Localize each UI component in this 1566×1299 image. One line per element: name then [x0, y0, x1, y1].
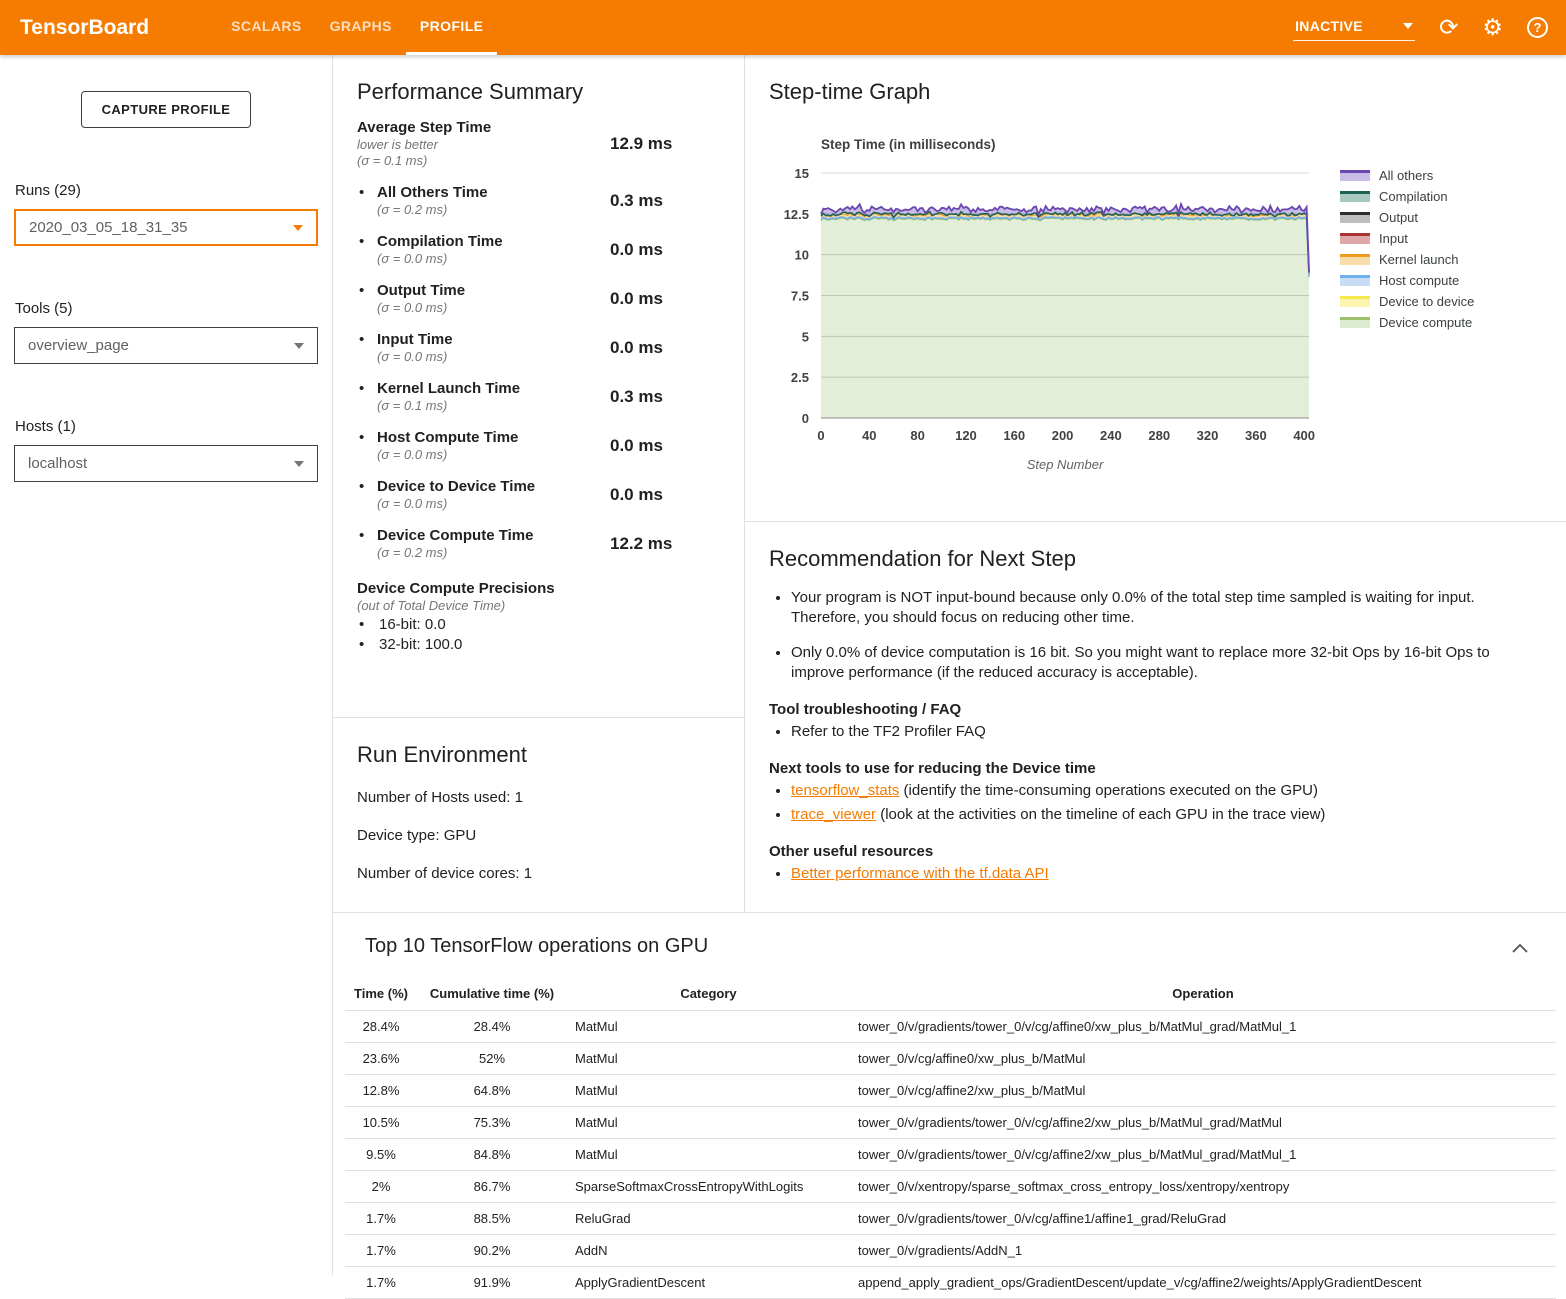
precision-value: 32-bit: 100.0	[379, 636, 463, 653]
bullet-icon: •	[359, 282, 365, 299]
svg-text:120: 120	[955, 428, 977, 443]
cell-cumulative: 90.2%	[417, 1235, 567, 1267]
perf-summary-row	[357, 184, 720, 217]
chevron-down-icon	[294, 343, 304, 349]
precision-line	[357, 616, 720, 633]
perf-item-sigma: (σ = 0.0 ms)	[377, 496, 448, 511]
recommendation-panel	[745, 522, 1566, 912]
table-row	[345, 1235, 1556, 1267]
faq-item: • Refer to the TF2 Profiler FAQ	[791, 722, 1542, 742]
tools-label: Tools (5)	[15, 300, 73, 317]
svg-text:12.5: 12.5	[783, 206, 809, 222]
step-time-graph-title: Step-time Graph	[769, 79, 931, 104]
bullet-icon: •	[359, 233, 365, 250]
average-step-time-value: 12.9 ms	[610, 133, 673, 153]
performance-summary-title: Performance Summary	[357, 79, 584, 104]
app-logo: TensorBoard	[20, 15, 150, 39]
svg-text:15: 15	[794, 166, 809, 181]
perf-item-sigma: (σ = 0.2 ms)	[377, 545, 448, 560]
svg-text:160: 160	[1003, 428, 1026, 443]
perf-item-value: 12.2 ms	[610, 533, 673, 553]
perf-item-label: Kernel Launch Time	[377, 380, 521, 397]
chart-legend	[1340, 135, 1474, 475]
legend-swatch	[1340, 212, 1370, 223]
legend-label: Output	[1379, 210, 1419, 225]
perf-item-sigma: (σ = 0.1 ms)	[377, 398, 448, 413]
hosts-label: Hosts (1)	[15, 418, 76, 435]
sidebar	[0, 55, 333, 1275]
svg-text:2.5: 2.5	[790, 370, 809, 386]
legend-swatch	[1340, 317, 1370, 328]
svg-text:Step Number: Step Number	[1026, 457, 1104, 472]
table-row	[345, 1267, 1556, 1299]
cell-operation: tower_0/v/gradients/tower_0/v/cg/affine2/xw_plus_b/MatMul_grad/MatMul	[850, 1107, 1556, 1139]
svg-text:0: 0	[817, 428, 825, 443]
chevron-down-icon	[1403, 23, 1413, 29]
tool-link-item	[791, 781, 1542, 801]
cell-time: 9.5%	[345, 1139, 417, 1171]
resource-link-item	[791, 864, 1542, 884]
run-environment-line: Device type: GPU	[357, 827, 477, 844]
svg-text:0: 0	[801, 411, 809, 426]
svg-text:Step Time (in milliseconds): Step Time (in milliseconds)	[821, 137, 996, 152]
cell-time: 10.5%	[345, 1107, 417, 1139]
main-content	[333, 55, 1566, 1290]
runs-select-value: 2020_03_05_18_31_35	[29, 219, 188, 236]
svg-text:280: 280	[1148, 428, 1171, 443]
runs-label: Runs (29)	[15, 182, 81, 199]
tab-scalars[interactable]: SCALARS	[231, 18, 302, 34]
bullet-icon: •	[359, 616, 365, 633]
cell-operation: tower_0/v/cg/affine2/xw_plus_b/MatMul	[850, 1075, 1556, 1107]
cell-time: 12.8%	[345, 1075, 417, 1107]
perf-item-label: Compilation Time	[377, 233, 503, 250]
top-ops-table	[345, 982, 1556, 1299]
cell-cumulative: 88.5%	[417, 1203, 567, 1235]
col-header-cumulative: Cumulative time (%)	[417, 982, 567, 1011]
tool-link[interactable]: trace_viewer	[791, 806, 877, 823]
svg-text:10: 10	[794, 247, 809, 263]
cell-category: ApplyGradientDescent	[567, 1267, 850, 1299]
perf-summary-row	[357, 380, 720, 413]
svg-text:360: 360	[1244, 428, 1267, 443]
next-tools-heading: Next tools to use for reducing the Device time	[769, 759, 1096, 777]
cell-category: MatMul	[567, 1043, 850, 1075]
top-ops-title: Top 10 TensorFlow operations on GPU	[365, 935, 709, 957]
table-row	[345, 1203, 1556, 1235]
perf-item-label: Input Time	[377, 331, 453, 348]
chevron-down-icon	[294, 461, 304, 467]
svg-text:40: 40	[862, 428, 877, 443]
legend-label: Device to device	[1379, 294, 1475, 309]
tools-select[interactable]	[14, 327, 318, 364]
legend-item	[1340, 186, 1474, 207]
legend-item	[1340, 228, 1474, 249]
cell-category: ReluGrad	[567, 1203, 850, 1235]
col-header-operation: Operation	[850, 982, 1556, 1011]
cell-cumulative: 64.8%	[417, 1075, 567, 1107]
cell-category: SparseSoftmaxCrossEntropyWithLogits	[567, 1171, 850, 1203]
legend-swatch	[1340, 254, 1370, 265]
perf-item-label: Host Compute Time	[377, 429, 519, 446]
svg-text:80: 80	[910, 428, 925, 443]
perf-item-label: Device Compute Time	[377, 527, 534, 544]
bullet-icon: •	[359, 331, 365, 348]
recommendation-bullet: • Your program is NOT input-bound because only 0.0% of the total step time sampled is waiting for input. Therefore, you should focus on reducing other time.	[791, 588, 1542, 629]
perf-summary-row	[357, 429, 720, 462]
svg-text:320: 320	[1196, 428, 1219, 443]
legend-item	[1340, 165, 1474, 186]
cell-category: MatMul	[567, 1075, 850, 1107]
perf-item-label: Device to Device Time	[377, 478, 536, 495]
run-environment-panel	[333, 718, 744, 912]
hosts-select-value: localhost	[28, 455, 88, 472]
legend-label: Input	[1379, 231, 1408, 246]
cell-cumulative: 86.7%	[417, 1171, 567, 1203]
cell-operation: append_apply_gradient_ops/GradientDescent/update_v/cg/affine2/weights/ApplyGradientDescent	[850, 1267, 1556, 1299]
svg-text:7.5: 7.5	[790, 288, 809, 304]
bullet-icon: •	[359, 636, 365, 653]
performance-summary-panel	[333, 55, 744, 718]
legend-item	[1340, 291, 1474, 312]
precisions-note: (out of Total Device Time)	[357, 598, 506, 613]
legend-swatch	[1340, 233, 1370, 244]
status-select[interactable]	[1293, 15, 1415, 41]
perf-item-value: 0.0 ms	[610, 435, 663, 455]
device-compute-precisions	[357, 580, 720, 653]
chevron-up-icon[interactable]	[1512, 941, 1528, 956]
chevron-down-icon	[293, 225, 303, 231]
legend-swatch	[1340, 296, 1370, 307]
faq-heading: Tool troubleshooting / FAQ	[769, 701, 962, 718]
cell-time: 1.7%	[345, 1235, 417, 1267]
svg-text:5: 5	[801, 329, 809, 345]
perf-item-value: 0.3 ms	[610, 386, 663, 406]
bullet-icon: •	[359, 478, 365, 495]
legend-label: Compilation	[1379, 189, 1448, 204]
header-actions	[1293, 0, 1548, 55]
step-time-graph-panel	[745, 55, 1566, 522]
tools-select-value: overview_page	[28, 337, 129, 354]
cell-category: MatMul	[567, 1011, 850, 1043]
perf-item-sigma: (σ = 0.0 ms)	[377, 300, 448, 315]
perf-summary-row	[357, 331, 720, 364]
legend-item	[1340, 312, 1474, 333]
average-step-time-note: lower is better	[357, 137, 438, 152]
perf-summary-row	[357, 233, 720, 266]
table-row	[345, 1043, 1556, 1075]
cell-time: 1.7%	[345, 1203, 417, 1235]
cell-cumulative: 91.9%	[417, 1267, 567, 1299]
average-step-time-label: Average Step Time	[357, 119, 492, 136]
top-ops-panel	[333, 912, 1566, 1299]
legend-swatch	[1340, 191, 1370, 202]
step-time-chart	[769, 135, 1334, 475]
recommendation-bullet: • Only 0.0% of device computation is 16 bit. So you might want to replace more 32-bit Ops by 16-bit Ops to improve performance (if the reduced accuracy is acceptable).	[791, 643, 1542, 684]
tool-link-item	[791, 805, 1542, 825]
legend-label: Device compute	[1379, 315, 1473, 330]
tool-link-desc: (identify the time-consuming operations executed on the GPU)	[899, 781, 1318, 799]
average-step-time-row	[357, 119, 720, 168]
cell-category: MatMul	[567, 1139, 850, 1171]
precision-line	[357, 636, 720, 653]
run-environment-title: Run Environment	[357, 742, 527, 767]
perf-item-value: 0.3 ms	[610, 190, 663, 210]
legend-item	[1340, 207, 1474, 228]
nav-tabs	[217, 0, 497, 55]
tool-link[interactable]: tensorflow_stats	[791, 781, 900, 799]
perf-item-sigma: (σ = 0.0 ms)	[377, 251, 448, 266]
perf-item-value: 0.0 ms	[610, 239, 663, 259]
table-row	[345, 1075, 1556, 1107]
perf-item-sigma: (σ = 0.2 ms)	[377, 202, 448, 217]
cell-category: MatMul	[567, 1107, 850, 1139]
legend-label: All others	[1379, 168, 1434, 183]
runs-select[interactable]	[14, 209, 318, 246]
help-icon[interactable]: ?	[1527, 17, 1548, 38]
svg-text:400: 400	[1293, 428, 1316, 443]
cell-cumulative: 52%	[417, 1043, 567, 1075]
cell-operation: tower_0/v/gradients/tower_0/v/cg/affine2/xw_plus_b/MatMul_grad/MatMul_1	[850, 1139, 1556, 1171]
refresh-icon[interactable]: ⟳	[1439, 14, 1459, 40]
cell-operation: tower_0/v/cg/affine0/xw_plus_b/MatMul	[850, 1043, 1556, 1075]
app-header	[0, 0, 1566, 55]
average-step-time-sigma: (σ = 0.1 ms)	[357, 153, 428, 168]
svg-text:200: 200	[1051, 428, 1074, 443]
perf-summary-row	[357, 478, 720, 511]
cell-cumulative: 75.3%	[417, 1107, 567, 1139]
cell-operation: tower_0/v/gradients/tower_0/v/cg/affine1/affine1_grad/ReluGrad	[850, 1203, 1556, 1235]
perf-summary-row	[357, 282, 720, 315]
cell-time: 23.6%	[345, 1043, 417, 1075]
bullet-icon: •	[359, 380, 365, 397]
cell-cumulative: 28.4%	[417, 1011, 567, 1043]
cell-operation: tower_0/v/xentropy/sparse_softmax_cross_entropy_loss/xentropy/xentropy	[850, 1171, 1556, 1203]
cell-category: AddN	[567, 1235, 850, 1267]
cell-time: 1.7%	[345, 1267, 417, 1299]
precisions-heading: Device Compute Precisions	[357, 580, 555, 597]
resource-link[interactable]: Better performance with the tf.data API	[791, 864, 1049, 882]
resources-heading: Other useful resources	[769, 842, 934, 860]
col-header-category: Category	[567, 982, 850, 1011]
table-row	[345, 1011, 1556, 1043]
table-row	[345, 1171, 1556, 1203]
run-environment-line: Number of device cores: 1	[357, 865, 533, 882]
col-header-time: Time (%)	[345, 982, 417, 1011]
run-environment-line: Number of Hosts used: 1	[357, 789, 523, 806]
bullet-icon: •	[359, 184, 365, 201]
bullet-icon: •	[359, 429, 365, 446]
status-select-value: INACTIVE	[1295, 17, 1363, 34]
perf-summary-row	[357, 527, 720, 560]
perf-item-label: All Others Time	[377, 184, 488, 201]
cell-operation: tower_0/v/gradients/AddN_1	[850, 1235, 1556, 1267]
legend-item	[1340, 249, 1474, 270]
perf-item-value: 0.0 ms	[610, 484, 663, 504]
capture-profile-button[interactable]: CAPTURE PROFILE	[81, 91, 252, 128]
legend-item	[1340, 270, 1474, 291]
legend-label: Kernel launch	[1379, 252, 1459, 267]
recommendation-title: Recommendation for Next Step	[769, 546, 1076, 571]
legend-swatch	[1340, 275, 1370, 286]
cell-time: 28.4%	[345, 1011, 417, 1043]
hosts-select[interactable]	[14, 445, 318, 482]
table-row	[345, 1139, 1556, 1171]
cell-operation: tower_0/v/gradients/tower_0/v/cg/affine0/xw_plus_b/MatMul_grad/MatMul_1	[850, 1011, 1556, 1043]
cell-cumulative: 84.8%	[417, 1139, 567, 1171]
legend-label: Host compute	[1379, 273, 1460, 288]
svg-text:240: 240	[1100, 428, 1122, 443]
perf-item-value: 0.0 ms	[610, 337, 663, 357]
perf-item-label: Output Time	[377, 282, 466, 299]
precision-value: 16-bit: 0.0	[379, 616, 446, 633]
tab-graphs[interactable]: GRAPHS	[329, 18, 392, 34]
perf-item-sigma: (σ = 0.0 ms)	[377, 349, 448, 364]
legend-swatch	[1340, 170, 1370, 181]
bullet-icon: •	[359, 527, 365, 544]
perf-item-sigma: (σ = 0.0 ms)	[377, 447, 448, 462]
gear-icon[interactable]: ⚙	[1482, 14, 1503, 40]
tool-link-desc: (look at the activities on the timeline of each GPU in the trace view)	[876, 806, 1326, 823]
table-row	[345, 1107, 1556, 1139]
cell-time: 2%	[345, 1171, 417, 1203]
perf-item-value: 0.0 ms	[610, 288, 663, 308]
tab-profile[interactable]: PROFILE	[406, 0, 497, 55]
